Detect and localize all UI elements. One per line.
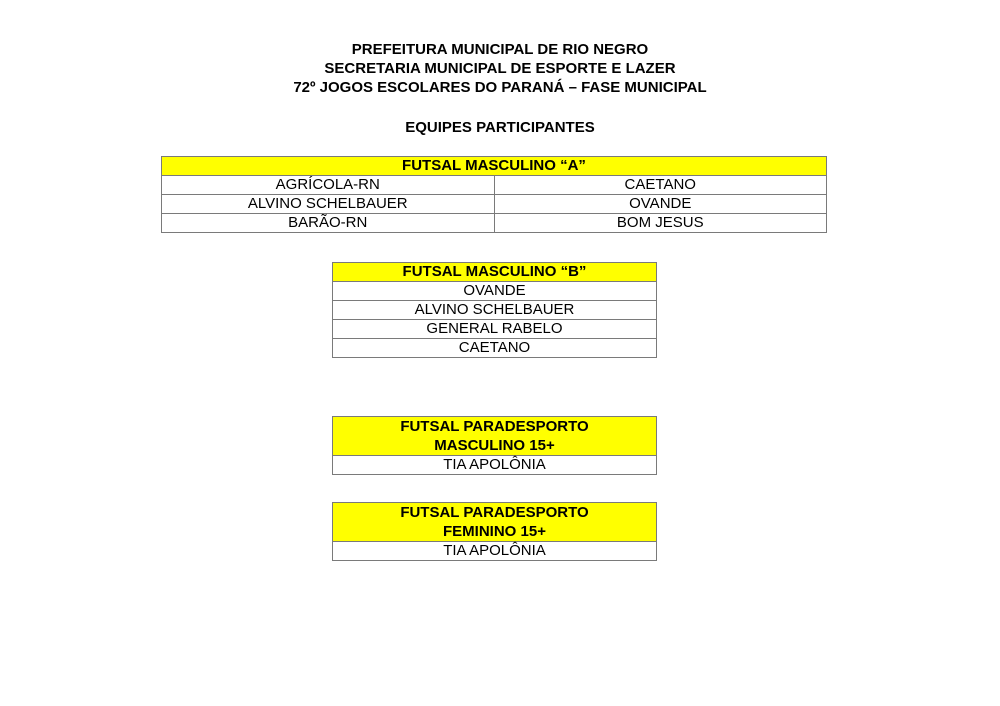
team-cell: TIA APOLÔNIA [333, 456, 657, 475]
team-cell: CAETANO [494, 176, 827, 195]
table-title: FUTSAL MASCULINO “A” [162, 157, 827, 176]
table-title: FUTSAL MASCULINO “B” [333, 263, 657, 282]
table-row [333, 301, 657, 320]
header-line-prefeitura: PREFEITURA MUNICIPAL DE RIO NEGRO [351, 41, 649, 58]
team-cell: BOM JESUS [494, 214, 827, 233]
team-cell: TIA APOLÔNIA [333, 542, 657, 561]
table-futsal-paradesporto-masculino [332, 416, 657, 475]
team-cell: GENERAL RABELO [333, 320, 657, 339]
document-header [0, 40, 1000, 97]
header-line-secretaria: SECRETARIA MUNICIPAL DE ESPORTE E LAZER [324, 60, 676, 77]
table-title [333, 503, 657, 542]
team-cell: ALVINO SCHELBAUER [162, 195, 495, 214]
team-cell: OVANDE [333, 282, 657, 301]
table-title [333, 417, 657, 456]
table-row [162, 176, 827, 195]
table-row [333, 542, 657, 561]
team-cell: ALVINO SCHELBAUER [333, 301, 657, 320]
team-cell: CAETANO [333, 339, 657, 358]
table-title-line: FUTSAL PARADESPORTO [400, 418, 589, 435]
team-cell: BARÃO-RN [162, 214, 495, 233]
team-cell: AGRÍCOLA-RN [162, 176, 495, 195]
table-row [333, 282, 657, 301]
table-row [162, 214, 827, 233]
table-row [333, 320, 657, 339]
table-futsal-masculino-a [161, 156, 827, 233]
table-row [333, 339, 657, 358]
table-row [333, 456, 657, 475]
table-futsal-paradesporto-feminino [332, 502, 657, 561]
table-title-line: FUTSAL PARADESPORTO [400, 504, 589, 521]
table-futsal-masculino-b [332, 262, 657, 358]
table-row [162, 195, 827, 214]
header-line-jogos: 72º JOGOS ESCOLARES DO PARANÁ – FASE MUNICIPAL [293, 79, 707, 96]
table-title-line: FEMININO 15+ [443, 523, 546, 540]
team-cell: OVANDE [494, 195, 827, 214]
table-title-line: MASCULINO 15+ [434, 437, 555, 454]
document-subtitle: EQUIPES PARTICIPANTES [405, 119, 595, 136]
